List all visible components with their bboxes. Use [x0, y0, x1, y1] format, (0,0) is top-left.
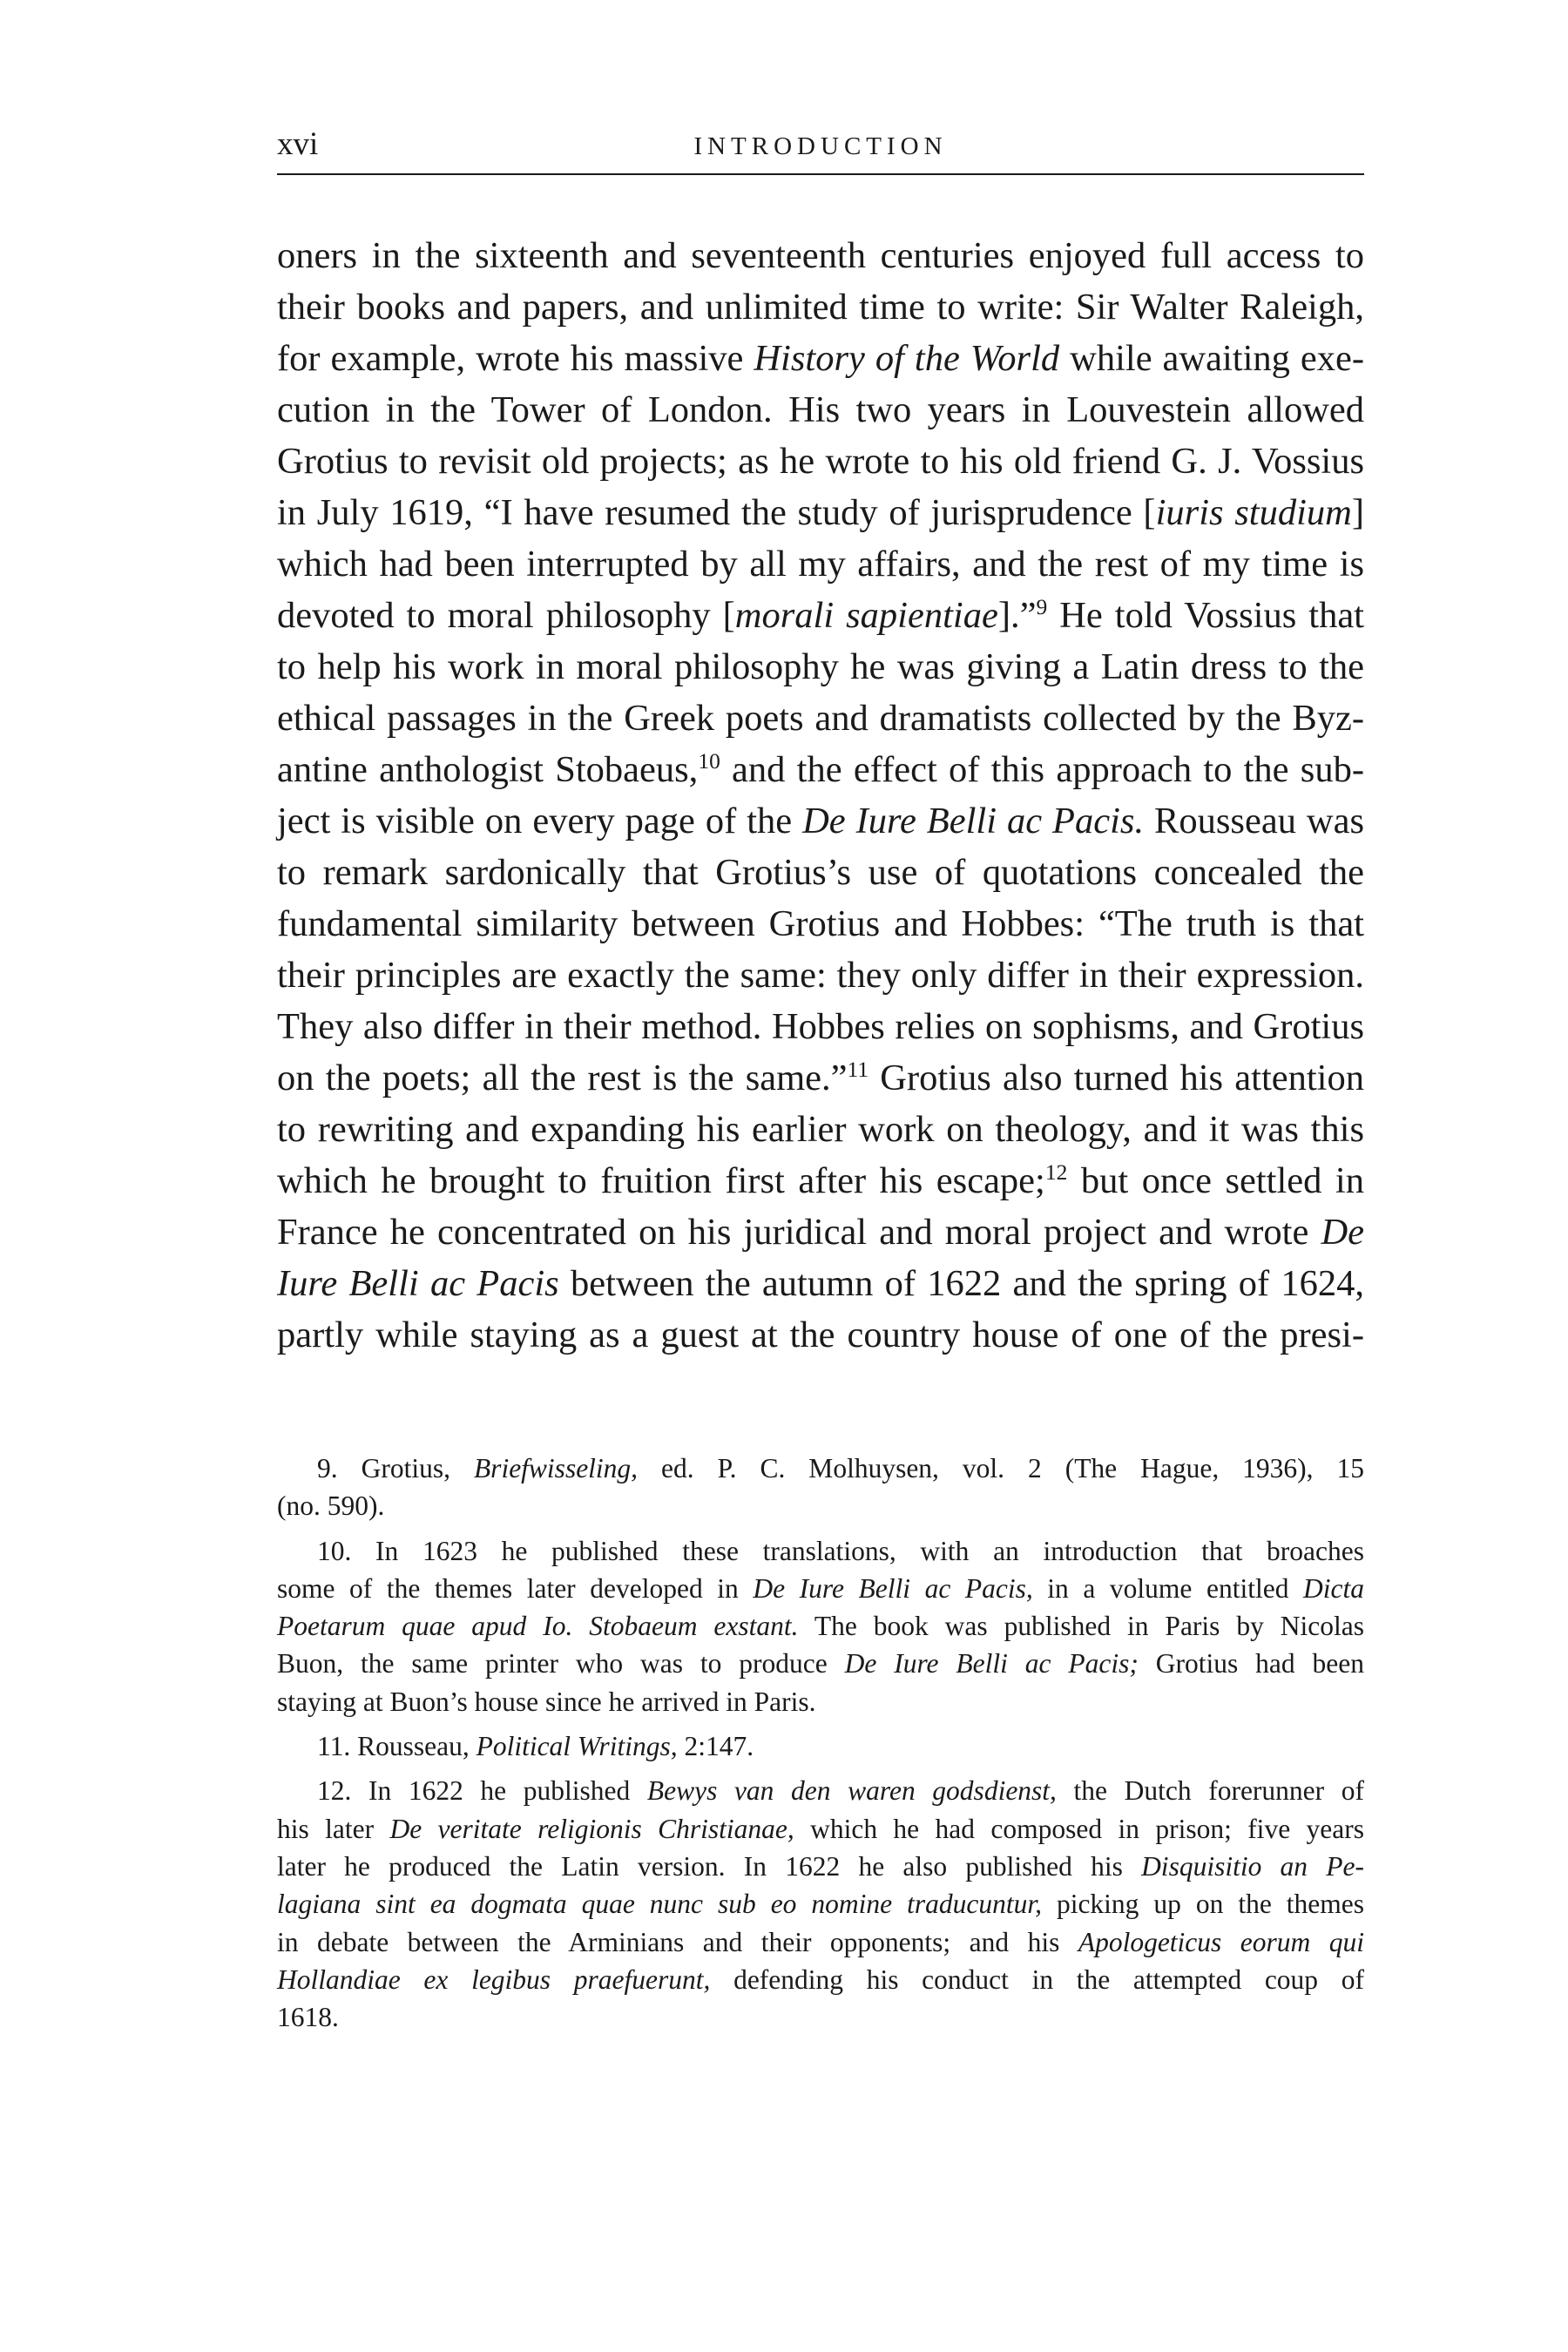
body-line	[277, 950, 1364, 1001]
text-run: which he brought to fruition first after his escape;	[277, 1160, 1045, 1201]
note-reference: 10	[698, 747, 720, 774]
text-run: some of the themes later developed in	[277, 1572, 754, 1604]
text-run: Grotius had been	[1138, 1648, 1364, 1680]
body-line	[277, 1155, 1364, 1206]
text-run: ].”	[997, 595, 1037, 636]
italic-text: Dicta	[1303, 1572, 1365, 1604]
footnote-line	[277, 1683, 1364, 1720]
footnote-line	[277, 1607, 1364, 1645]
body-text	[277, 230, 1364, 1361]
body-line	[277, 693, 1364, 744]
italic-text: Iure Belli ac Pacis	[277, 1263, 559, 1304]
body-line	[277, 1052, 1364, 1104]
body-line	[277, 590, 1364, 641]
body-line	[277, 487, 1364, 538]
text-run: Grotius to revisit old projects; as he wrote to his old friend G. J. Vossius	[277, 441, 1364, 482]
body-line	[277, 281, 1364, 333]
text-run: while awaiting exe-	[1059, 338, 1365, 379]
italic-text: Political Writings,	[476, 1731, 678, 1762]
note-reference: 9	[1036, 593, 1048, 619]
text-run: 2:147.	[677, 1731, 754, 1762]
footnotes	[277, 1450, 1364, 2036]
footnote-first-line	[277, 1450, 1364, 1487]
body-line	[277, 1104, 1364, 1155]
text-run: in a volume entitled	[1032, 1572, 1304, 1604]
footnote-line	[277, 1923, 1364, 1961]
italic-text: History of the World	[754, 338, 1060, 379]
body-line	[277, 1258, 1364, 1309]
footnote-line	[277, 1848, 1364, 1885]
italic-text: Briefwisseling,	[473, 1453, 639, 1484]
footnote-line	[277, 1998, 1364, 2036]
text-run: partly while staying as a guest at the country house of one of the presi-	[277, 1315, 1364, 1355]
footnote-line	[277, 1885, 1364, 1923]
text-run: Grotius also turned his attention	[868, 1058, 1364, 1098]
text-run: which had been interrupted by all my affairs, and the rest of my time is	[277, 544, 1364, 585]
text-run: ]	[1351, 492, 1364, 533]
text-run: ed. P. C. Molhuysen, vol. 2 (The Hague, 1936), 15	[638, 1453, 1365, 1484]
text-run: 9. Grotius,	[317, 1453, 474, 1484]
body-line	[277, 333, 1364, 384]
footnote-first-line	[277, 1727, 1364, 1765]
page-header	[277, 127, 1364, 172]
italic-text: De veritate religionis Christianae,	[389, 1813, 794, 1844]
text-run: to help his work in moral philosophy he was giving a Latin dress to the	[277, 646, 1364, 687]
body-line	[277, 1206, 1364, 1258]
body-line	[277, 898, 1364, 950]
text-run: defending his conduct in the attempted coup of	[710, 1963, 1364, 1995]
italic-text: Bewys van den waren godsdienst,	[646, 1775, 1057, 1807]
italic-text: Poetarum quae apud Io. Stobaeum exstant.	[277, 1611, 799, 1642]
body-line	[277, 744, 1364, 795]
text-run: 10. In 1623 he published these translations, with an introduction that broaches	[317, 1535, 1364, 1566]
text-run: devoted to moral philosophy [	[277, 595, 735, 636]
body-line	[277, 847, 1364, 898]
text-run: (no. 590).	[277, 1490, 385, 1522]
text-run: Buon, the same printer who was to produce	[277, 1648, 845, 1680]
body-line	[277, 1309, 1364, 1361]
italic-text: De Iure Belli ac Pacis.	[802, 801, 1145, 841]
text-run: his later	[277, 1813, 390, 1844]
text-run: 12. In 1622 he published	[317, 1775, 647, 1807]
italic-text: De	[1321, 1212, 1364, 1253]
text-run: on the poets; all the rest is the same.”	[277, 1058, 848, 1098]
footnote-first-line	[277, 1532, 1364, 1570]
page-number: xvi	[277, 126, 319, 162]
text-run: their principles are exactly the same: they only differ in their expression.	[277, 955, 1364, 996]
footnote-first-line	[277, 1772, 1364, 1809]
footnote-line	[277, 1961, 1364, 1998]
body-line	[277, 1001, 1364, 1052]
text-run: cution in the Tower of London. His two years in Louvestein allowed	[277, 389, 1364, 430]
footnote-line	[277, 1810, 1364, 1848]
header-rule	[277, 173, 1364, 175]
text-run: He told Vossius that	[1047, 595, 1364, 636]
body-line	[277, 230, 1364, 281]
note-reference: 12	[1044, 1159, 1068, 1185]
text-run: for example, wrote his massive	[277, 338, 754, 379]
italic-text: lagiana sint ea dogmata quae nunc sub eo nomine traducuntur,	[277, 1889, 1042, 1920]
text-run: to rewriting and expanding his earlier work on theology, and it was this	[277, 1109, 1364, 1150]
text-run: later he produced the Latin version. In 1622 he also published his	[277, 1850, 1142, 1882]
italic-text: Apologeticus eorum qui	[1078, 1926, 1364, 1957]
text-run: ethical passages in the Greek poets and dramatists collected by the Byz-	[277, 698, 1364, 739]
note-reference: 11	[847, 1056, 869, 1082]
body-line	[277, 436, 1364, 487]
text-run: fundamental similarity between Grotius and Hobbes: “The truth is that	[277, 903, 1364, 944]
text-run: oners in the sixteenth and seventeenth centuries enjoyed full access to	[277, 235, 1364, 276]
text-run: in debate between the Arminians and their opponents; and his	[277, 1926, 1078, 1957]
text-run: the Dutch forerunner of	[1056, 1775, 1364, 1807]
text-run: in July 1619, “I have resumed the study of jurisprudence [	[277, 492, 1156, 533]
body-line	[277, 384, 1364, 436]
text-run: They also differ in their method. Hobbes relies on sophisms, and Grotius	[277, 1006, 1364, 1047]
text-run: their books and papers, and unlimited time to write: Sir Walter Raleigh,	[277, 287, 1364, 328]
italic-text: iuris studium	[1155, 492, 1352, 533]
text-run: France he concentrated on his juridical and moral project and wrote	[277, 1212, 1321, 1253]
italic-text: Hollandiae ex legibus praefuerunt,	[277, 1963, 711, 1995]
body-line	[277, 795, 1364, 847]
footnote-line	[277, 1645, 1364, 1682]
italic-text: Disquisitio an Pe-	[1141, 1850, 1364, 1882]
italic-text: De Iure Belli ac Pacis,	[753, 1572, 1033, 1604]
text-run: picking up on the themes	[1041, 1889, 1364, 1920]
text-run: which he had composed in prison; five years	[794, 1813, 1364, 1844]
text-run: antine anthologist Stobaeus,	[277, 749, 699, 790]
footnote-line	[277, 1570, 1364, 1607]
text-run: to remark sardonically that Grotius’s use of quotations concealed the	[277, 852, 1364, 893]
italic-text: De Iure Belli ac Pacis;	[844, 1648, 1139, 1680]
text-run: but once settled in	[1067, 1160, 1364, 1201]
text-run: 11. Rousseau,	[317, 1731, 476, 1762]
text-run: 1618.	[277, 2002, 339, 2033]
text-run: The book was published in Paris by Nicolas	[798, 1611, 1364, 1642]
body-line	[277, 641, 1364, 693]
text-run: and the effect of this approach to the sub-	[720, 749, 1364, 790]
footnote-line	[277, 1487, 1364, 1524]
running-head: INTRODUCTION	[693, 132, 948, 160]
text-run: between the autumn of 1622 and the spring of 1624,	[558, 1263, 1364, 1304]
italic-text: morali sapientiae	[734, 595, 998, 636]
text-run: Rousseau was	[1144, 801, 1364, 841]
text-run: ject is visible on every page of the	[277, 801, 803, 841]
text-run: staying at Buon’s house since he arrived in Paris.	[277, 1686, 816, 1717]
body-line	[277, 538, 1364, 590]
